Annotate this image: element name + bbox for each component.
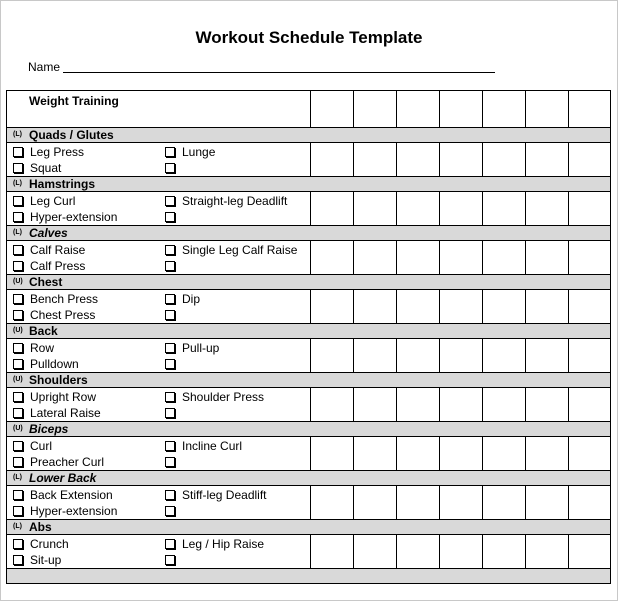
exercise-item[interactable]	[165, 406, 182, 420]
exercise-cell	[7, 437, 311, 471]
exercise-label: Crunch	[30, 537, 69, 551]
exercise-label: Incline Curl	[182, 439, 243, 453]
exercise-row	[7, 388, 611, 422]
exercise-day-3[interactable]	[397, 388, 440, 422]
exercise-cell	[7, 143, 311, 177]
exercise-day-2[interactable]	[354, 339, 397, 373]
category-name: Quads / Glutes	[29, 128, 114, 142]
category-cell	[7, 275, 611, 290]
section-header: Weight Training	[7, 91, 311, 128]
exercise-row	[7, 143, 611, 177]
exercise-day-7[interactable]	[569, 290, 611, 324]
checkbox-icon[interactable]	[165, 196, 175, 206]
checkbox-icon[interactable]	[165, 441, 175, 451]
exercise-day-5[interactable]	[483, 290, 526, 324]
checkbox-icon[interactable]	[165, 212, 175, 222]
checkbox-icon[interactable]	[13, 359, 23, 369]
exercise-label: Hyper-extension	[30, 504, 118, 518]
exercise-day-7[interactable]	[569, 388, 611, 422]
category-row	[7, 226, 611, 241]
checkbox-icon[interactable]	[13, 392, 23, 402]
exercise-item[interactable]	[165, 439, 242, 453]
exercise-day-4[interactable]	[440, 486, 483, 520]
exercise-day-5[interactable]	[483, 192, 526, 226]
exercise-item[interactable]	[13, 243, 85, 257]
exercise-day-7[interactable]	[569, 339, 611, 373]
exercise-day-1[interactable]	[311, 290, 354, 324]
body-tag: (U)	[13, 425, 23, 432]
exercise-row	[7, 241, 611, 275]
header-day-2[interactable]	[354, 91, 397, 128]
exercise-day-4[interactable]	[440, 535, 483, 569]
body-tag: (L)	[13, 131, 22, 138]
exercise-day-3[interactable]	[397, 486, 440, 520]
category-name: Calves	[29, 226, 68, 240]
category-name: Shoulders	[29, 373, 88, 387]
exercise-day-2[interactable]	[354, 192, 397, 226]
checkbox-icon[interactable]	[165, 163, 175, 173]
exercise-item[interactable]	[165, 553, 182, 567]
checkbox-icon[interactable]	[165, 310, 175, 320]
exercise-day-2[interactable]	[354, 290, 397, 324]
exercise-label: Leg Curl	[30, 194, 76, 208]
exercise-item[interactable]	[165, 504, 182, 518]
exercise-item[interactable]	[165, 243, 297, 257]
checkbox-icon[interactable]	[13, 490, 23, 500]
exercise-day-6[interactable]	[526, 535, 569, 569]
exercise-day-6[interactable]	[526, 241, 569, 275]
exercise-label: Row	[30, 341, 55, 355]
exercise-day-7[interactable]	[569, 535, 611, 569]
exercise-item[interactable]	[165, 537, 264, 551]
name-label: Name	[28, 60, 61, 74]
exercise-item[interactable]	[165, 259, 182, 273]
category-row	[7, 520, 611, 535]
exercise-cell	[7, 241, 311, 275]
exercise-day-1[interactable]	[311, 437, 354, 471]
body-tag: (L)	[13, 180, 22, 187]
checkbox-icon[interactable]	[165, 408, 175, 418]
exercise-label: Chest Press	[30, 308, 96, 322]
category-name: Abs	[29, 520, 52, 534]
category-row	[7, 471, 611, 486]
exercise-item[interactable]	[13, 194, 75, 208]
checkbox-icon[interactable]	[165, 506, 175, 516]
exercise-label: Squat	[30, 161, 62, 175]
checkbox-icon[interactable]	[13, 343, 23, 353]
exercise-item[interactable]	[13, 292, 98, 306]
exercise-item[interactable]	[165, 210, 182, 224]
checkbox-icon[interactable]	[13, 441, 23, 451]
checkbox-icon[interactable]	[13, 506, 23, 516]
exercise-day-2[interactable]	[354, 143, 397, 177]
exercise-day-6[interactable]	[526, 339, 569, 373]
exercise-item[interactable]	[165, 194, 287, 208]
exercise-day-5[interactable]	[483, 535, 526, 569]
exercise-item[interactable]	[13, 439, 52, 453]
exercise-day-7[interactable]	[569, 192, 611, 226]
category-cell	[7, 520, 611, 535]
checkbox-icon[interactable]	[13, 245, 23, 255]
exercise-item[interactable]	[165, 292, 200, 306]
exercise-label: Lunge	[182, 145, 216, 159]
header-day-7[interactable]	[569, 91, 611, 128]
exercise-day-4[interactable]	[440, 388, 483, 422]
exercise-day-5[interactable]	[483, 437, 526, 471]
header-day-4[interactable]	[440, 91, 483, 128]
workout-table	[6, 90, 611, 584]
category-row	[7, 422, 611, 437]
category-row	[7, 275, 611, 290]
exercise-item[interactable]	[13, 390, 96, 404]
exercise-day-3[interactable]	[397, 241, 440, 275]
exercise-label: Shoulder Press	[182, 390, 265, 404]
exercise-label: Single Leg Calf Raise	[182, 243, 298, 257]
header-day-1[interactable]	[311, 91, 354, 128]
exercise-day-3[interactable]	[397, 339, 440, 373]
exercise-item[interactable]	[13, 488, 113, 502]
exercise-day-6[interactable]	[526, 388, 569, 422]
exercise-label: Pull-up	[182, 341, 220, 355]
checkbox-icon[interactable]	[13, 539, 23, 549]
exercise-day-7[interactable]	[569, 437, 611, 471]
checkbox-icon[interactable]	[165, 457, 175, 467]
exercise-cell	[7, 192, 311, 226]
exercise-day-6[interactable]	[526, 486, 569, 520]
header-day-6[interactable]	[526, 91, 569, 128]
category-cell	[7, 128, 611, 143]
page-title: Workout Schedule Template	[195, 28, 423, 47]
exercise-day-6[interactable]	[526, 192, 569, 226]
exercise-cell	[7, 535, 311, 569]
exercise-day-5[interactable]	[483, 486, 526, 520]
checkbox-icon[interactable]	[13, 408, 23, 418]
exercise-cell	[7, 486, 311, 520]
exercise-day-2[interactable]	[354, 437, 397, 471]
exercise-label: Sit-up	[30, 553, 62, 567]
exercise-day-7[interactable]	[569, 486, 611, 520]
exercise-item[interactable]	[165, 145, 215, 159]
exercise-day-1[interactable]	[311, 241, 354, 275]
checkbox-icon[interactable]	[13, 261, 23, 271]
exercise-day-1[interactable]	[311, 486, 354, 520]
exercise-day-7[interactable]	[569, 143, 611, 177]
exercise-day-5[interactable]	[483, 388, 526, 422]
checkbox-icon[interactable]	[13, 212, 23, 222]
exercise-day-1[interactable]	[311, 143, 354, 177]
exercise-day-3[interactable]	[397, 437, 440, 471]
exercise-item[interactable]	[165, 308, 182, 322]
exercise-cell	[7, 339, 311, 373]
exercise-day-2[interactable]	[354, 535, 397, 569]
category-cell	[7, 177, 611, 192]
exercise-day-3[interactable]	[397, 192, 440, 226]
category-cell	[7, 373, 611, 388]
exercise-row	[7, 192, 611, 226]
checkbox-icon[interactable]	[165, 245, 175, 255]
checkbox-icon[interactable]	[13, 457, 23, 467]
body-tag: (L)	[13, 474, 22, 481]
body-tag: (U)	[13, 376, 23, 383]
body-tag: (U)	[13, 327, 23, 334]
exercise-item[interactable]	[13, 455, 104, 469]
exercise-label: Pulldown	[30, 357, 79, 371]
category-cell	[7, 471, 611, 486]
exercise-row	[7, 437, 611, 471]
category-name: Lower Back	[29, 471, 97, 485]
exercise-label: Leg Press	[30, 145, 85, 159]
exercise-day-1[interactable]	[311, 192, 354, 226]
exercise-label: Calf Raise	[30, 243, 86, 257]
exercise-label: Straight-leg Deadlift	[182, 194, 288, 208]
checkbox-icon[interactable]	[165, 490, 175, 500]
category-cell	[7, 226, 611, 241]
checkbox-icon[interactable]	[165, 147, 175, 157]
exercise-day-2[interactable]	[354, 241, 397, 275]
exercise-day-5[interactable]	[483, 143, 526, 177]
checkbox-icon[interactable]	[13, 310, 23, 320]
exercise-day-4[interactable]	[440, 143, 483, 177]
category-name: Hamstrings	[29, 177, 96, 191]
category-name: Biceps	[29, 422, 69, 436]
exercise-row	[7, 486, 611, 520]
blank-cell	[7, 569, 611, 584]
exercise-day-6[interactable]	[526, 143, 569, 177]
exercise-day-2[interactable]	[354, 388, 397, 422]
exercise-label: Calf Press	[30, 259, 86, 273]
exercise-label: Curl	[30, 439, 53, 453]
exercise-day-3[interactable]	[397, 535, 440, 569]
exercise-item[interactable]	[13, 504, 117, 518]
exercise-label: Upright Row	[30, 390, 97, 404]
body-tag: (L)	[13, 229, 22, 236]
category-row	[7, 373, 611, 388]
checkbox-icon[interactable]	[165, 555, 175, 565]
exercise-day-6[interactable]	[526, 437, 569, 471]
header-day-5[interactable]	[483, 91, 526, 128]
exercise-item[interactable]	[165, 341, 219, 355]
exercise-item[interactable]	[13, 210, 117, 224]
exercise-day-5[interactable]	[483, 241, 526, 275]
exercise-item[interactable]	[13, 308, 95, 322]
exercise-day-1[interactable]	[311, 388, 354, 422]
exercise-label: Lateral Raise	[30, 406, 101, 420]
checkbox-icon[interactable]	[13, 196, 23, 206]
header-day-3[interactable]	[397, 91, 440, 128]
exercise-day-3[interactable]	[397, 143, 440, 177]
exercise-cell	[7, 388, 311, 422]
exercise-item[interactable]	[13, 341, 54, 355]
exercise-label: Preacher Curl	[30, 455, 105, 469]
exercise-row	[7, 535, 611, 569]
exercise-day-4[interactable]	[440, 290, 483, 324]
exercise-day-7[interactable]	[569, 241, 611, 275]
exercise-day-4[interactable]	[440, 192, 483, 226]
exercise-label: Dip	[182, 292, 201, 306]
exercise-day-3[interactable]	[397, 290, 440, 324]
exercise-row	[7, 339, 611, 373]
exercise-label: Stiff-leg Deadlift	[182, 488, 267, 502]
exercise-cell	[7, 290, 311, 324]
header-row	[7, 91, 611, 128]
exercise-day-5[interactable]	[483, 339, 526, 373]
category-cell	[7, 324, 611, 339]
checkbox-icon[interactable]	[165, 359, 175, 369]
exercise-item[interactable]	[13, 537, 69, 551]
exercise-item[interactable]	[165, 357, 182, 371]
exercise-item[interactable]	[13, 259, 85, 273]
body-tag: (U)	[13, 278, 23, 285]
exercise-item[interactable]	[13, 161, 61, 175]
exercise-label: Bench Press	[30, 292, 99, 306]
category-name: Back	[29, 324, 58, 338]
checkbox-icon[interactable]	[13, 163, 23, 173]
category-name: Chest	[29, 275, 63, 289]
exercise-row	[7, 290, 611, 324]
category-row	[7, 177, 611, 192]
checkbox-icon[interactable]	[165, 294, 175, 304]
exercise-day-6[interactable]	[526, 290, 569, 324]
exercise-item[interactable]	[165, 488, 267, 502]
exercise-day-1[interactable]	[311, 339, 354, 373]
exercise-item[interactable]	[13, 553, 61, 567]
checkbox-icon[interactable]	[165, 392, 175, 402]
checkbox-icon[interactable]	[165, 261, 175, 271]
category-row	[7, 324, 611, 339]
category-row	[7, 128, 611, 143]
checkbox-icon[interactable]	[165, 539, 175, 549]
body-tag: (L)	[13, 523, 22, 530]
exercise-label: Leg / Hip Raise	[182, 537, 265, 551]
exercise-item[interactable]	[165, 455, 182, 469]
exercise-item[interactable]	[13, 145, 84, 159]
checkbox-icon[interactable]	[13, 555, 23, 565]
category-cell	[7, 422, 611, 437]
exercise-item[interactable]	[13, 406, 101, 420]
exercise-day-4[interactable]	[440, 437, 483, 471]
name-field[interactable]	[63, 72, 495, 73]
exercise-item[interactable]	[165, 390, 264, 404]
checkbox-icon[interactable]	[13, 294, 23, 304]
exercise-item[interactable]	[165, 161, 182, 175]
exercise-day-4[interactable]	[440, 241, 483, 275]
exercise-day-2[interactable]	[354, 486, 397, 520]
exercise-item[interactable]	[13, 357, 79, 371]
blank-row	[7, 569, 611, 584]
checkbox-icon[interactable]	[13, 147, 23, 157]
exercise-day-4[interactable]	[440, 339, 483, 373]
checkbox-icon[interactable]	[165, 343, 175, 353]
exercise-day-1[interactable]	[311, 535, 354, 569]
exercise-label: Hyper-extension	[30, 210, 118, 224]
exercise-label: Back Extension	[30, 488, 113, 502]
